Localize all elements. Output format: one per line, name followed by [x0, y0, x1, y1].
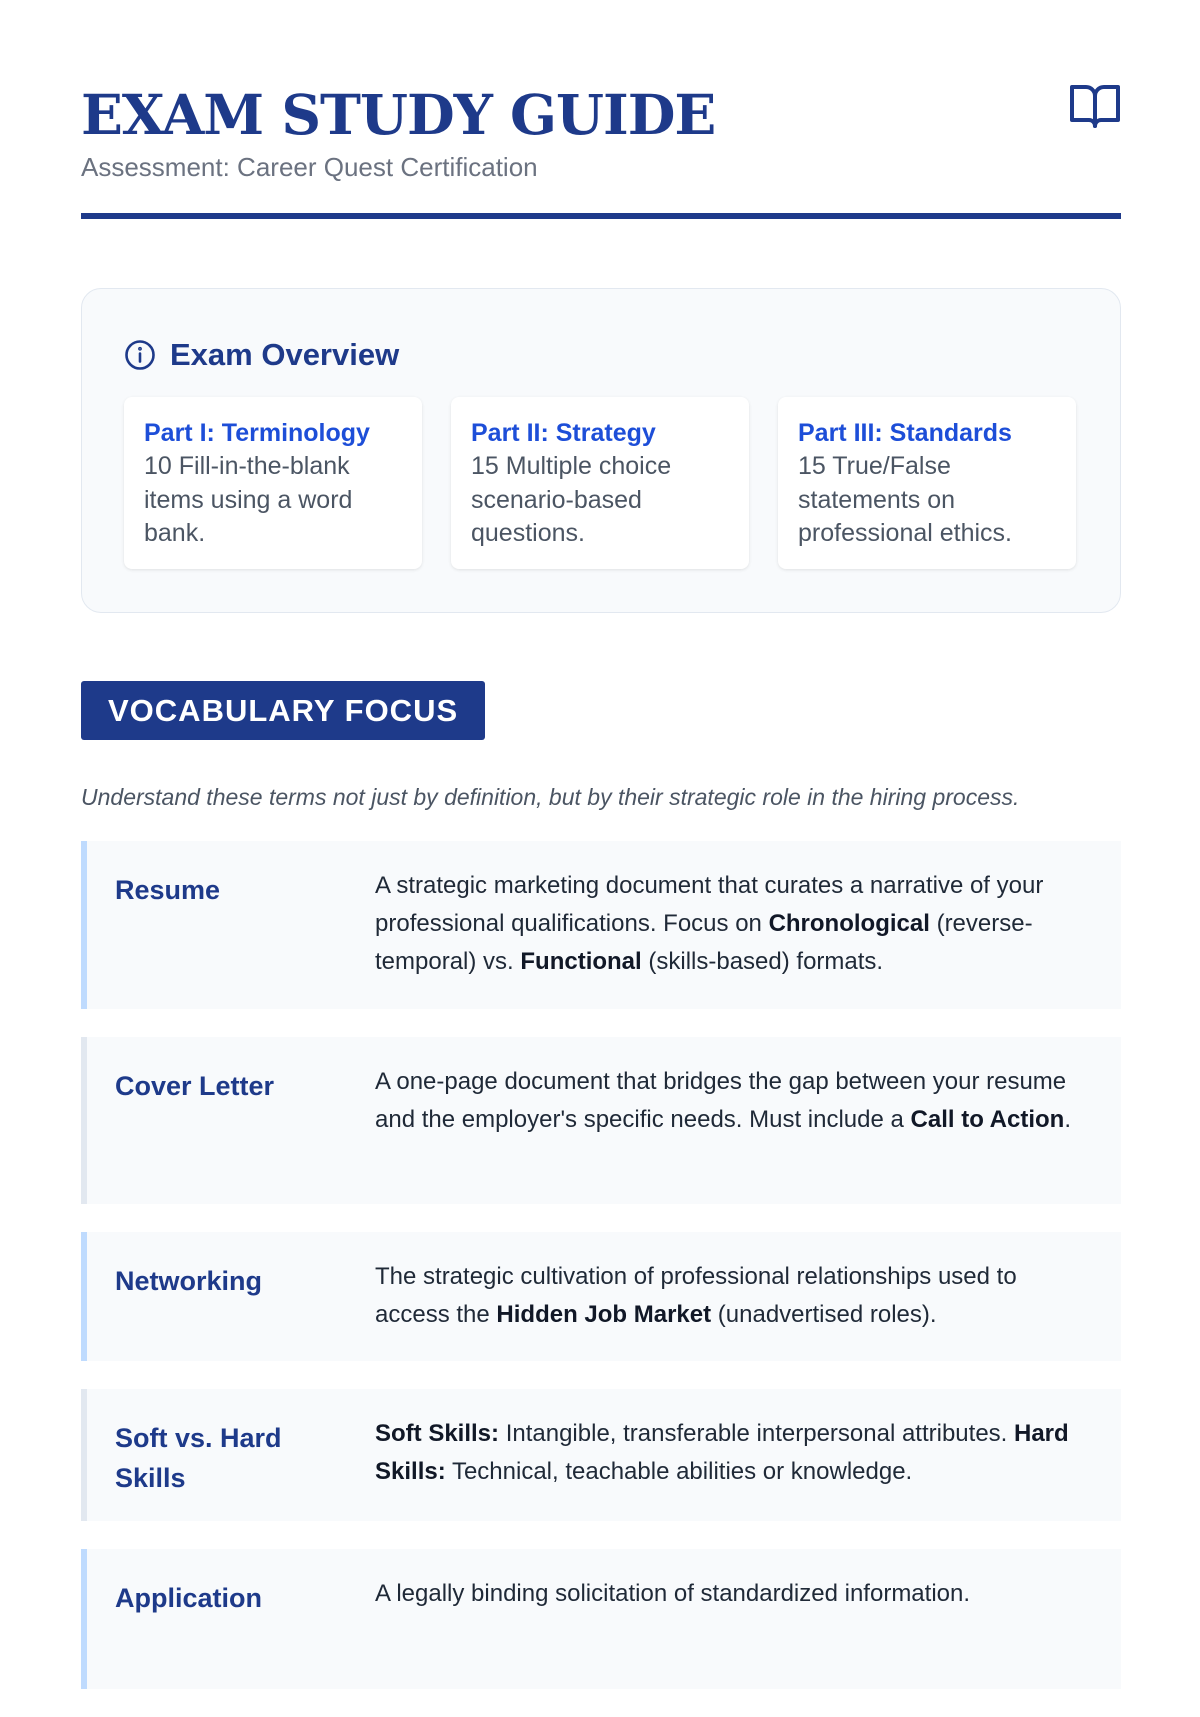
exam-parts: [124, 397, 1076, 569]
exam-part-title: Part III: Standards: [798, 419, 1012, 447]
page-subtitle: Assessment: Career Quest Certification: [81, 152, 538, 182]
vocab-definition: [375, 1389, 1121, 1491]
definition-text: A legally binding solicitation of standardized information.: [375, 1580, 971, 1607]
exam-part-desc: 15 Multiple choice scenario-based questions.: [471, 452, 672, 547]
vocab-definition: [375, 1549, 1121, 1613]
exam-part-title: Part II: Strategy: [471, 419, 656, 447]
exam-overview-panel: [81, 288, 1121, 613]
definition-key-term: Hidden Job Market: [496, 1301, 712, 1328]
exam-part-desc: 10 Fill-in-the-blank items using a word bank.: [144, 452, 353, 547]
vocab-definition: [375, 1232, 1121, 1334]
page-header: [81, 0, 1121, 221]
vocab-item: [81, 841, 1121, 1009]
definition-text: Intangible, transferable interpersonal attributes.: [499, 1420, 1014, 1447]
header-divider: [81, 213, 1121, 219]
overview-heading: [124, 335, 399, 375]
exam-part-card: [451, 397, 749, 569]
definition-key-term: Call to Action: [910, 1106, 1065, 1133]
definition-text: (skills-based) formats.: [641, 948, 884, 975]
vocab-term: Application: [115, 1583, 262, 1613]
vocab-term: Resume: [115, 875, 221, 905]
vocab-term: Cover Letter: [115, 1071, 275, 1101]
vocab-term: Networking: [115, 1266, 263, 1296]
study-guide-page: [81, 0, 1121, 1613]
page-title: EXAM STUDY GUIDE: [81, 82, 716, 147]
vocab-item: [81, 1232, 1121, 1361]
vocab-item: [81, 1037, 1121, 1204]
definition-text: A one-page document that bridges the gap between your resume and the employer's specific needs. Must include a: [375, 1068, 1067, 1133]
definition-text: Technical, teachable abilities or knowledge.: [445, 1458, 913, 1485]
section-intro: Understand these terms not just by definition, but by their strategic role in the hiring process.: [81, 784, 1020, 810]
exam-part-desc: 15 True/False statements on professional ethics.: [798, 452, 1013, 547]
definition-text: (reverse-temporal) vs.: [375, 910, 1033, 975]
definition-key-term: Hard Skills:: [375, 1420, 1069, 1485]
exam-part-card: [778, 397, 1076, 569]
vocab-term: Soft vs. Hard Skills: [115, 1423, 282, 1493]
section-heading: VOCABULARY FOCUS: [81, 681, 485, 740]
vocab-definition: [375, 841, 1121, 981]
exam-part-card: [124, 397, 422, 569]
vocab-item: [81, 1549, 1121, 1689]
definition-text: A strategic marketing document that curates a narrative of your professional qualifications. Focus on: [375, 872, 1044, 937]
vocabulary-list: [81, 841, 1121, 1717]
definition-text: (unadvertised roles).: [711, 1301, 937, 1328]
definition-key-term: Functional: [520, 948, 642, 975]
definition-key-term: Soft Skills:: [375, 1420, 500, 1447]
overview-title: Exam Overview: [170, 337, 400, 372]
vocab-item: [81, 1389, 1121, 1521]
vocab-definition: [375, 1037, 1121, 1139]
definition-text: The strategic cultivation of professional relationships used to access the: [375, 1263, 1017, 1328]
exam-part-title: Part I: Terminology: [144, 419, 370, 447]
book-open-icon: [1069, 82, 1121, 130]
definition-text: .: [1064, 1106, 1071, 1133]
info-icon: [124, 339, 156, 371]
definition-key-term: Chronological: [768, 910, 930, 937]
